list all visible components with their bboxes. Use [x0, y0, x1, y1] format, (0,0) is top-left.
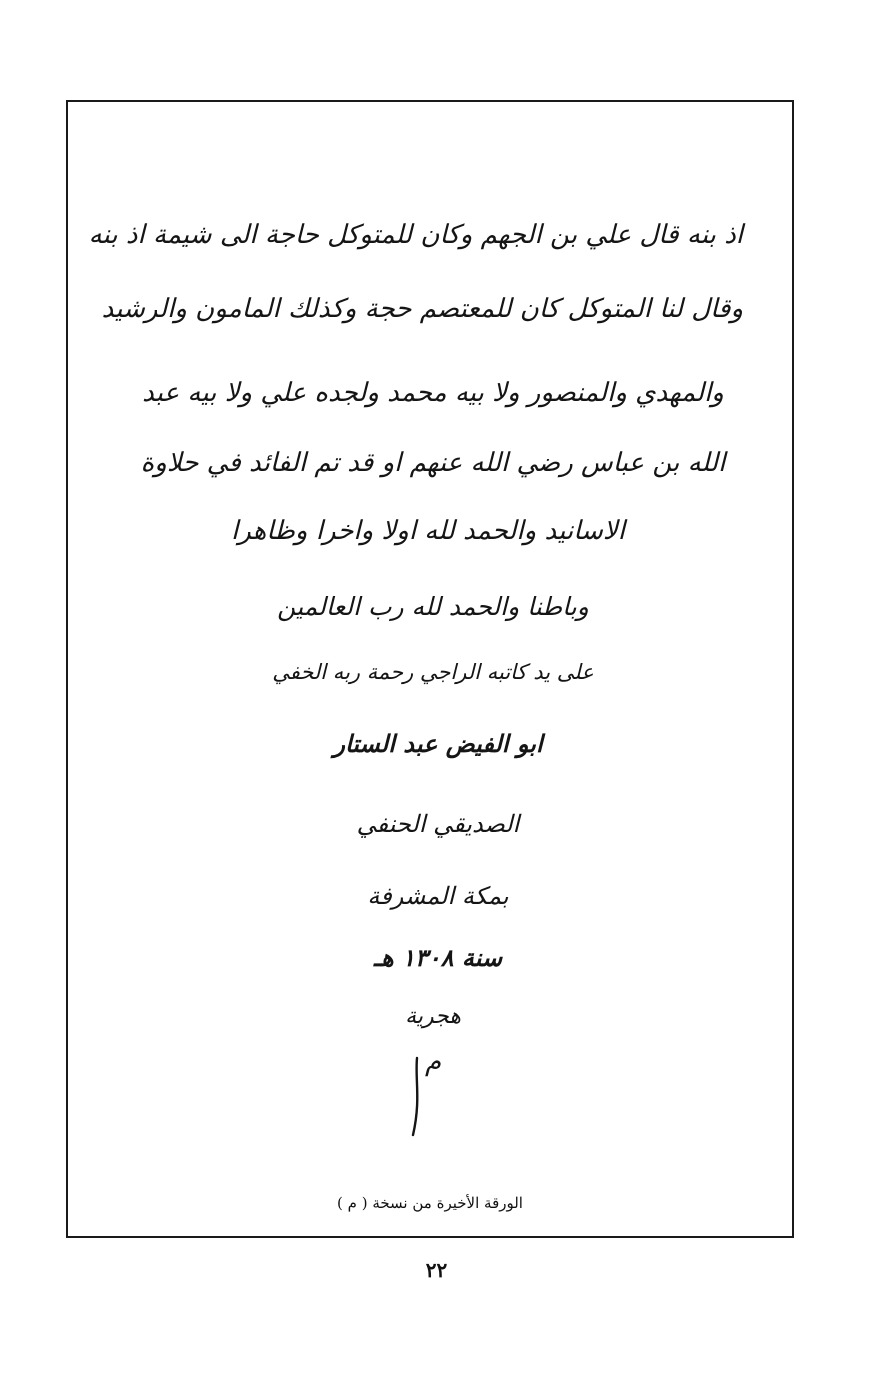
manuscript-line: الصديقي الحنفي: [356, 810, 520, 838]
manuscript-line: الاسانيد والحمد لله اولا واخرا وظاهرا: [231, 516, 625, 546]
manuscript-line: الله بن عباس رضي الله عنهم او قد تم الفائد في حلاوة: [140, 448, 726, 478]
figure-caption: الورقة الأخيرة من نسخة ( م ): [337, 1194, 523, 1212]
manuscript-line: اذ بنه قال علي بن الجهم وكان للمتوكل حاجة الى شيمة اذ بنه: [88, 220, 743, 250]
manuscript-line: بمكة المشرفة: [367, 882, 509, 910]
manuscript-line: هجرية: [405, 1004, 461, 1029]
manuscript-line: ابو الفيض عبد الستار: [333, 730, 543, 758]
pen-flourish-icon: [395, 1050, 435, 1140]
manuscript-line: سنة ١٣٠٨ هـ: [373, 944, 503, 972]
manuscript-line: وقال لنا المتوكل كان للمعتصم حجة وكذلك المامون والرشيد: [101, 294, 743, 324]
manuscript-line: والمهدي والمنصور ولا بيه محمد ولجده علي ولا بيه عبد: [142, 378, 724, 408]
manuscript-line: وباطنا والحمد لله رب العالمين: [277, 592, 589, 621]
manuscript-line: م: [424, 1047, 442, 1077]
page-number: ٢٢: [425, 1258, 448, 1282]
manuscript-line: على يد كاتبه الراجي رحمة ربه الخفي: [272, 660, 594, 684]
